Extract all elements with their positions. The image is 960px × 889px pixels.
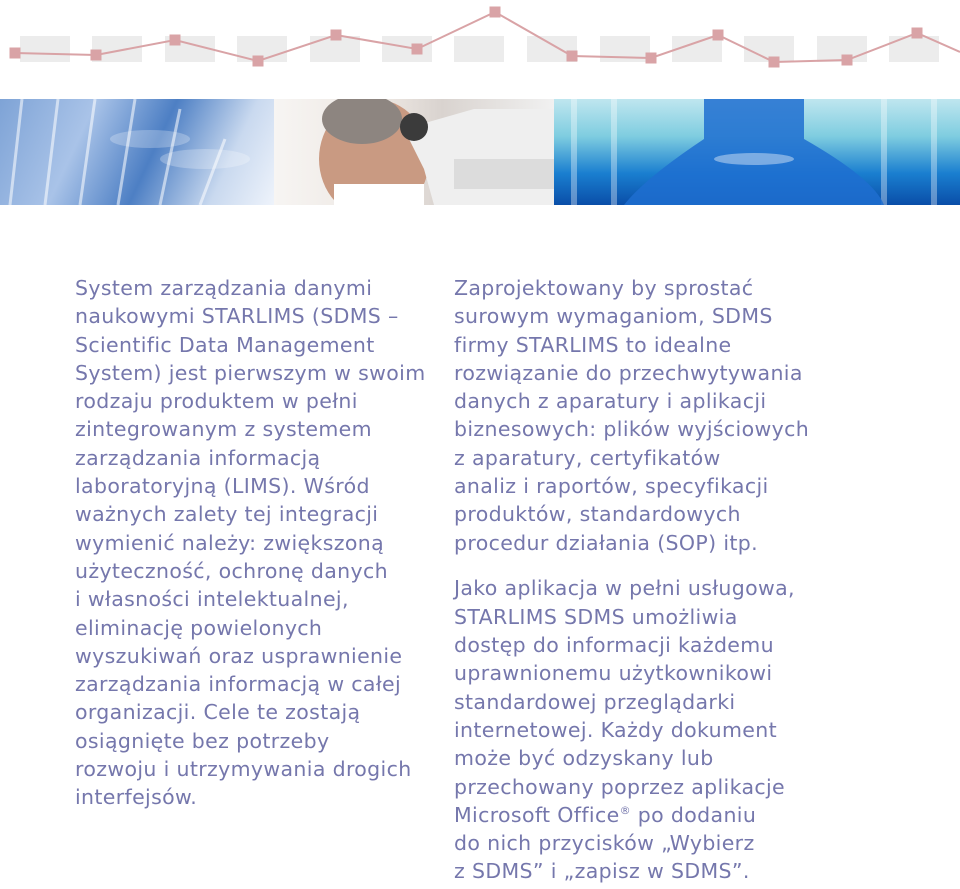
left-line: interfejsów. — [75, 785, 198, 810]
left-line: organizacji. Cele te zostają — [75, 700, 361, 725]
header-block — [20, 36, 70, 62]
graph-marker — [331, 30, 342, 41]
left-line: System) jest pierwszym w swoim — [75, 360, 426, 385]
right-line: procedur działania (SOP) itp. — [454, 530, 758, 555]
graph-marker — [842, 55, 853, 66]
right-line: z aparatury, certyfikatów — [454, 445, 721, 470]
left-line: zarządzania informacją — [75, 445, 321, 470]
left-line: System zarządzania danymi — [75, 276, 373, 300]
graph-marker — [412, 44, 423, 55]
left-line: wymienić należy: zwiększoną — [75, 530, 385, 555]
right-line: przechowany poprzez aplikacje — [454, 774, 786, 799]
right-line: może być odzyskany lub — [454, 746, 714, 771]
right-line: biznesowych: plików wyjściowych — [454, 417, 810, 442]
header-block — [382, 36, 432, 62]
right-line: dostęp do informacji każdemu — [454, 633, 774, 658]
right-paragraph-1 — [454, 274, 944, 557]
right-line: standardowej przeglądarki — [454, 689, 736, 714]
microscope-photo — [274, 99, 554, 205]
paragraph-gap — [454, 557, 944, 575]
left-line: rodzaju produktem w pełni — [75, 389, 358, 414]
left-line: zintegrowanym z systemem — [75, 417, 372, 442]
graph-marker — [490, 7, 501, 18]
left-line: zarządzania informacją w całej — [75, 672, 402, 697]
graph-marker — [769, 57, 780, 68]
right-line: Jako aplikacja w pełni usługowa, — [454, 576, 795, 601]
graph-marker — [567, 51, 578, 62]
registered-mark: ® — [619, 803, 631, 817]
graph-marker — [912, 28, 923, 39]
right-paragraph-2 — [454, 574, 944, 885]
left-line: eliminację powielonych — [75, 615, 323, 640]
left-line: Scientific Data Management — [75, 332, 375, 357]
left-line: ważnych zalety tej integracji — [75, 502, 379, 527]
graph-marker — [10, 48, 21, 59]
left-line: laboratoryjną (LIMS). Wśród — [75, 474, 370, 499]
left-line: użyteczność, ochronę danych — [75, 558, 388, 583]
graph-marker — [253, 56, 264, 67]
right-line: Zaprojektowany by sprostać — [454, 276, 754, 300]
right-line: danych z aparatury i aplikacji — [454, 389, 767, 414]
right-text-column — [454, 274, 944, 886]
header-block — [454, 36, 504, 62]
graph-marker — [91, 50, 102, 61]
flask-photo — [554, 99, 960, 205]
left-line: wyszukiwań oraz usprawnienie — [75, 643, 403, 668]
right-line: surowym wymaganiom, SDMS — [454, 304, 773, 329]
left-line: naukowymi STARLIMS (SDMS – — [75, 304, 399, 329]
right-line: firmy STARLIMS to idealne — [454, 332, 732, 357]
right-line: do nich przycisków „Wybierz — [454, 831, 755, 856]
test-tubes-photo — [0, 99, 274, 205]
graph-marker — [713, 30, 724, 41]
right-line: STARLIMS SDMS umożliwia — [454, 604, 738, 629]
photo-strip — [0, 99, 960, 205]
graph-marker — [646, 53, 657, 64]
left-line: rozwoju i utrzymywania drogich — [75, 757, 412, 782]
right-line: analiz i raportów, specyfikacji — [454, 474, 769, 499]
right-line: produktów, standardowych — [454, 502, 741, 527]
right-line: z SDMS” i „zapisz w SDMS”. — [454, 859, 750, 884]
right-line: internetowej. Każdy dokument — [454, 717, 777, 742]
office-text: Microsoft Office — [454, 802, 620, 827]
office-text-after: po dodaniu — [630, 802, 757, 827]
decorative-line-graph — [0, 0, 960, 100]
left-text-column — [75, 274, 440, 812]
graph-marker — [170, 35, 181, 46]
office-line — [454, 801, 944, 829]
right-line: uprawnionemu użytkownikowi — [454, 661, 773, 686]
left-line: osiągnięte bez potrzeby — [75, 728, 330, 753]
left-line: i własności intelektualnej, — [75, 587, 349, 612]
right-line: rozwiązanie do przechwytywania — [454, 360, 803, 385]
